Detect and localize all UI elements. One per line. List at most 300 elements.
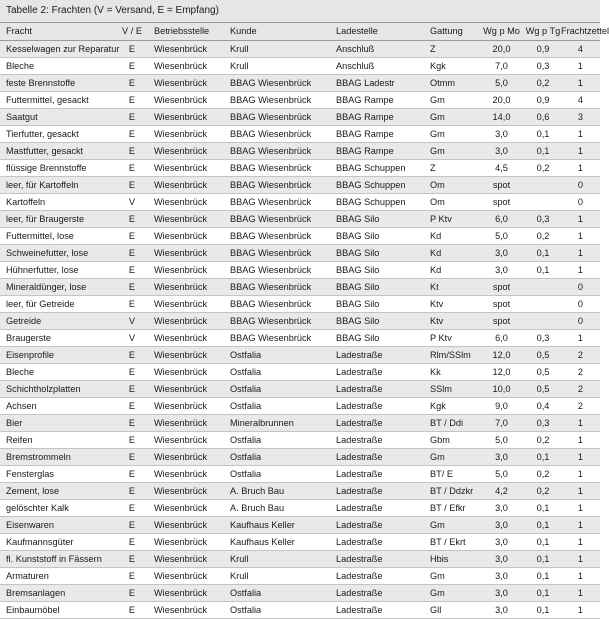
cell-frachtzettel: 1 xyxy=(561,159,600,176)
cell-gattung: Kd xyxy=(430,227,478,244)
cell-wg-p-mo: 5,0 xyxy=(478,431,525,448)
cell-wg-p-mo: 7,0 xyxy=(478,57,525,74)
cell-gattung: Gm xyxy=(430,91,478,108)
cell-fracht: Schichtholzplatten xyxy=(0,380,114,397)
cell-fracht: Bleche xyxy=(0,363,114,380)
cell-frachtzettel: 1 xyxy=(561,329,600,346)
cell-ve: E xyxy=(114,465,154,482)
cell-kunde: Ostfalia xyxy=(230,601,336,618)
cell-frachtzettel: 4 xyxy=(561,40,600,57)
cell-ve: V xyxy=(114,312,154,329)
cell-fracht: Schweinefutter, lose xyxy=(0,244,114,261)
cell-kunde: A. Bruch Bau xyxy=(230,499,336,516)
cell-wg-p-mo: 4,5 xyxy=(478,159,525,176)
cell-fracht: Kesselwagen zur Reparatur xyxy=(0,40,114,57)
cell-gattung: Hbis xyxy=(430,550,478,567)
cell-ladestelle: BBAG Silo xyxy=(336,210,430,227)
cell-frachtzettel: 0 xyxy=(561,176,600,193)
cell-betriebsstelle: Wiesenbrück xyxy=(154,74,230,91)
table-row xyxy=(0,346,600,363)
cell-betriebsstelle: Wiesenbrück xyxy=(154,584,230,601)
cell-gattung: P Ktv xyxy=(430,329,478,346)
cell-gattung: P Ktv xyxy=(430,210,478,227)
cell-kunde: Ostfalia xyxy=(230,465,336,482)
cell-betriebsstelle: Wiesenbrück xyxy=(154,329,230,346)
cell-frachtzettel: 2 xyxy=(561,346,600,363)
cell-fracht: Kaufmannsgüter xyxy=(0,533,114,550)
table-row xyxy=(0,448,600,465)
cell-wg-p-mo: spot xyxy=(478,176,525,193)
cell-wg-p-tg: 0,1 xyxy=(525,533,561,550)
cell-wg-p-mo: 3,0 xyxy=(478,261,525,278)
cell-ladestelle: BBAG Ladestr xyxy=(336,74,430,91)
cell-wg-p-tg: 0,3 xyxy=(525,57,561,74)
cell-ladestelle: Ladestraße xyxy=(336,533,430,550)
cell-gattung: Gm xyxy=(430,516,478,533)
cell-wg-p-mo: 3,0 xyxy=(478,550,525,567)
cell-betriebsstelle: Wiesenbrück xyxy=(154,227,230,244)
cell-betriebsstelle: Wiesenbrück xyxy=(154,465,230,482)
cell-kunde: BBAG Wiesenbrück xyxy=(230,329,336,346)
cell-ladestelle: Ladestraße xyxy=(336,465,430,482)
cell-fracht: Reifen xyxy=(0,431,114,448)
cell-frachtzettel: 1 xyxy=(561,227,600,244)
cell-frachtzettel: 2 xyxy=(561,363,600,380)
table-row xyxy=(0,159,600,176)
cell-ladestelle: BBAG Silo xyxy=(336,312,430,329)
cell-ladestelle: Ladestraße xyxy=(336,584,430,601)
col-header-frachtzettel: Frachtzettel xyxy=(561,23,600,40)
cell-betriebsstelle: Wiesenbrück xyxy=(154,295,230,312)
col-header-fracht: Fracht xyxy=(0,23,114,40)
cell-fracht: Hühnerfutter, lose xyxy=(0,261,114,278)
cell-frachtzettel: 0 xyxy=(561,312,600,329)
cell-fracht: gelöschter Kalk xyxy=(0,499,114,516)
cell-frachtzettel: 1 xyxy=(561,584,600,601)
cell-kunde: BBAG Wiesenbrück xyxy=(230,244,336,261)
cell-wg-p-mo: spot xyxy=(478,278,525,295)
cell-gattung: Gm xyxy=(430,584,478,601)
cell-ve: E xyxy=(114,108,154,125)
cell-kunde: Krull xyxy=(230,40,336,57)
cell-wg-p-tg: 0,5 xyxy=(525,346,561,363)
cell-betriebsstelle: Wiesenbrück xyxy=(154,601,230,618)
cell-frachtzettel: 1 xyxy=(561,261,600,278)
table-row xyxy=(0,567,600,584)
cell-fracht: Eisenwaren xyxy=(0,516,114,533)
table-row xyxy=(0,584,600,601)
cell-ladestelle: Ladestraße xyxy=(336,363,430,380)
cell-gattung: Gm xyxy=(430,567,478,584)
cell-frachtzettel: 1 xyxy=(561,57,600,74)
table-header-row xyxy=(0,23,600,40)
cell-betriebsstelle: Wiesenbrück xyxy=(154,108,230,125)
table-row xyxy=(0,278,600,295)
cell-wg-p-mo: 3,0 xyxy=(478,448,525,465)
cell-ladestelle: Anschluß xyxy=(336,57,430,74)
cell-ladestelle: BBAG Schuppen xyxy=(336,176,430,193)
cell-frachtzettel: 1 xyxy=(561,74,600,91)
cell-betriebsstelle: Wiesenbrück xyxy=(154,40,230,57)
table-row xyxy=(0,108,600,125)
cell-ve: E xyxy=(114,550,154,567)
cell-ladestelle: BBAG Silo xyxy=(336,244,430,261)
cell-wg-p-tg: 0,6 xyxy=(525,108,561,125)
cell-ve: E xyxy=(114,278,154,295)
table-row xyxy=(0,363,600,380)
cell-ve: E xyxy=(114,601,154,618)
cell-gattung: Kk xyxy=(430,363,478,380)
cell-betriebsstelle: Wiesenbrück xyxy=(154,261,230,278)
cell-kunde: Ostfalia xyxy=(230,431,336,448)
cell-fracht: Eisenprofile xyxy=(0,346,114,363)
cell-gattung: Om xyxy=(430,193,478,210)
cell-kunde: Ostfalia xyxy=(230,363,336,380)
cell-frachtzettel: 3 xyxy=(561,108,600,125)
col-header-wg-p-mo: Wg p Mo xyxy=(478,23,525,40)
cell-frachtzettel: 0 xyxy=(561,193,600,210)
cell-kunde: Ostfalia xyxy=(230,584,336,601)
cell-kunde: BBAG Wiesenbrück xyxy=(230,108,336,125)
cell-betriebsstelle: Wiesenbrück xyxy=(154,516,230,533)
cell-fracht: leer, für Braugerste xyxy=(0,210,114,227)
cell-wg-p-mo: 3,0 xyxy=(478,142,525,159)
cell-frachtzettel: 1 xyxy=(561,125,600,142)
cell-kunde: Mineralbrunnen xyxy=(230,414,336,431)
cell-fracht: Saatgut xyxy=(0,108,114,125)
cell-wg-p-mo: 9,0 xyxy=(478,397,525,414)
cell-ladestelle: BBAG Schuppen xyxy=(336,193,430,210)
cell-wg-p-mo: 4,2 xyxy=(478,482,525,499)
cell-fracht: Bier xyxy=(0,414,114,431)
cell-gattung: Rlm/SSlm xyxy=(430,346,478,363)
cell-betriebsstelle: Wiesenbrück xyxy=(154,176,230,193)
cell-ve: E xyxy=(114,159,154,176)
cell-wg-p-tg: 0,3 xyxy=(525,414,561,431)
cell-gattung: BT / Ekrt xyxy=(430,533,478,550)
cell-betriebsstelle: Wiesenbrück xyxy=(154,244,230,261)
cell-wg-p-tg xyxy=(525,278,561,295)
cell-wg-p-tg: 0,3 xyxy=(525,329,561,346)
cell-gattung: Z xyxy=(430,159,478,176)
cell-frachtzettel: 1 xyxy=(561,499,600,516)
cell-ladestelle: BBAG Rampe xyxy=(336,108,430,125)
cell-ve: E xyxy=(114,142,154,159)
cell-wg-p-tg: 0,2 xyxy=(525,482,561,499)
cell-ve: E xyxy=(114,414,154,431)
cell-wg-p-mo: 3,0 xyxy=(478,125,525,142)
table-row xyxy=(0,465,600,482)
cell-wg-p-tg: 0,5 xyxy=(525,380,561,397)
cell-frachtzettel: 1 xyxy=(561,482,600,499)
cell-wg-p-tg: 0,1 xyxy=(525,567,561,584)
cell-wg-p-tg: 0,1 xyxy=(525,601,561,618)
cell-gattung: Gm xyxy=(430,125,478,142)
table-row xyxy=(0,176,600,193)
cell-ladestelle: Ladestraße xyxy=(336,499,430,516)
cell-wg-p-tg xyxy=(525,312,561,329)
cell-gattung: Ktv xyxy=(430,295,478,312)
cell-ve: E xyxy=(114,176,154,193)
cell-kunde: Ostfalia xyxy=(230,397,336,414)
cell-gattung: SSlm xyxy=(430,380,478,397)
cell-wg-p-tg: 0,4 xyxy=(525,397,561,414)
table-caption: Tabelle 2: Frachten (V = Versand, E = Empfang) xyxy=(0,0,600,23)
cell-gattung: Kd xyxy=(430,261,478,278)
cell-gattung: BT / Efkr xyxy=(430,499,478,516)
table-row xyxy=(0,601,600,618)
cell-gattung: Gm xyxy=(430,448,478,465)
col-header-gattung: Gattung xyxy=(430,23,478,40)
table-row xyxy=(0,74,600,91)
cell-wg-p-mo: 6,0 xyxy=(478,329,525,346)
cell-fracht: Kartoffeln xyxy=(0,193,114,210)
cell-betriebsstelle: Wiesenbrück xyxy=(154,346,230,363)
cell-betriebsstelle: Wiesenbrück xyxy=(154,312,230,329)
cell-ve: E xyxy=(114,584,154,601)
table-row xyxy=(0,499,600,516)
cell-kunde: Krull xyxy=(230,57,336,74)
cell-wg-p-mo: 20,0 xyxy=(478,91,525,108)
cell-wg-p-mo: 3,0 xyxy=(478,499,525,516)
cell-betriebsstelle: Wiesenbrück xyxy=(154,193,230,210)
col-header-kunde: Kunde xyxy=(230,23,336,40)
cell-wg-p-tg xyxy=(525,295,561,312)
cell-betriebsstelle: Wiesenbrück xyxy=(154,278,230,295)
cell-fracht: Mineraldünger, lose xyxy=(0,278,114,295)
cell-gattung: Kd xyxy=(430,244,478,261)
cell-ladestelle: Ladestraße xyxy=(336,346,430,363)
cell-wg-p-tg: 0,1 xyxy=(525,125,561,142)
cell-ve: V xyxy=(114,193,154,210)
cell-ve: E xyxy=(114,533,154,550)
table-row xyxy=(0,380,600,397)
cell-gattung: Ktv xyxy=(430,312,478,329)
cell-fracht: Bremstrommeln xyxy=(0,448,114,465)
cell-wg-p-mo: 3,0 xyxy=(478,567,525,584)
cell-ladestelle: BBAG Schuppen xyxy=(336,159,430,176)
cell-kunde: Kaufhaus Keller xyxy=(230,516,336,533)
cell-ve: E xyxy=(114,261,154,278)
cell-fracht: Futtermittel, lose xyxy=(0,227,114,244)
cell-ve: E xyxy=(114,499,154,516)
cell-kunde: Krull xyxy=(230,550,336,567)
cell-wg-p-tg: 0,9 xyxy=(525,91,561,108)
freight-table xyxy=(0,23,609,619)
cell-kunde: BBAG Wiesenbrück xyxy=(230,176,336,193)
cell-gattung: Otmm xyxy=(430,74,478,91)
cell-frachtzettel: 1 xyxy=(561,567,600,584)
cell-fracht: Tierfutter, gesackt xyxy=(0,125,114,142)
cell-frachtzettel: 1 xyxy=(561,448,600,465)
table-body xyxy=(0,40,600,618)
cell-ladestelle: Ladestraße xyxy=(336,482,430,499)
cell-betriebsstelle: Wiesenbrück xyxy=(154,363,230,380)
cell-gattung: BT/ E xyxy=(430,465,478,482)
cell-wg-p-mo: spot xyxy=(478,312,525,329)
cell-ladestelle: Anschluß xyxy=(336,40,430,57)
cell-betriebsstelle: Wiesenbrück xyxy=(154,431,230,448)
cell-wg-p-mo: 10,0 xyxy=(478,380,525,397)
cell-wg-p-tg: 0,2 xyxy=(525,431,561,448)
cell-gattung: Z xyxy=(430,40,478,57)
cell-betriebsstelle: Wiesenbrück xyxy=(154,159,230,176)
cell-betriebsstelle: Wiesenbrück xyxy=(154,482,230,499)
cell-gattung: Om xyxy=(430,176,478,193)
cell-ve: E xyxy=(114,567,154,584)
cell-wg-p-mo: 20,0 xyxy=(478,40,525,57)
table-row xyxy=(0,91,600,108)
cell-betriebsstelle: Wiesenbrück xyxy=(154,380,230,397)
cell-frachtzettel: 2 xyxy=(561,397,600,414)
col-header-betriebsstelle: Betriebsstelle xyxy=(154,23,230,40)
cell-frachtzettel: 1 xyxy=(561,533,600,550)
cell-fracht: feste Brennstoffe xyxy=(0,74,114,91)
table-row xyxy=(0,295,600,312)
cell-betriebsstelle: Wiesenbrück xyxy=(154,125,230,142)
cell-fracht: Einbaumöbel xyxy=(0,601,114,618)
cell-frachtzettel: 1 xyxy=(561,516,600,533)
cell-wg-p-mo: spot xyxy=(478,295,525,312)
cell-wg-p-tg: 0,3 xyxy=(525,210,561,227)
cell-ladestelle: BBAG Rampe xyxy=(336,142,430,159)
cell-betriebsstelle: Wiesenbrück xyxy=(154,567,230,584)
cell-ve: E xyxy=(114,244,154,261)
cell-ladestelle: BBAG Silo xyxy=(336,278,430,295)
cell-fracht: fl. Kunststoff in Fässern xyxy=(0,550,114,567)
cell-kunde: BBAG Wiesenbrück xyxy=(230,91,336,108)
table-row xyxy=(0,57,600,74)
cell-wg-p-tg xyxy=(525,176,561,193)
cell-wg-p-mo: 3,0 xyxy=(478,244,525,261)
cell-wg-p-tg: 0,2 xyxy=(525,465,561,482)
cell-wg-p-tg: 0,9 xyxy=(525,40,561,57)
cell-wg-p-tg: 0,1 xyxy=(525,584,561,601)
cell-wg-p-mo: 14,0 xyxy=(478,108,525,125)
cell-ve: E xyxy=(114,363,154,380)
cell-fracht: Futtermittel, gesackt xyxy=(0,91,114,108)
cell-kunde: BBAG Wiesenbrück xyxy=(230,210,336,227)
cell-fracht: Armaturen xyxy=(0,567,114,584)
cell-kunde: Ostfalia xyxy=(230,346,336,363)
cell-ve: E xyxy=(114,380,154,397)
cell-wg-p-tg: 0,1 xyxy=(525,448,561,465)
cell-ladestelle: BBAG Rampe xyxy=(336,91,430,108)
cell-gattung: Gbm xyxy=(430,431,478,448)
cell-fracht: Achsen xyxy=(0,397,114,414)
cell-ladestelle: Ladestraße xyxy=(336,397,430,414)
cell-ve: E xyxy=(114,431,154,448)
cell-ladestelle: BBAG Rampe xyxy=(336,125,430,142)
cell-fracht: Zement, lose xyxy=(0,482,114,499)
cell-ve: E xyxy=(114,448,154,465)
cell-betriebsstelle: Wiesenbrück xyxy=(154,550,230,567)
cell-ve: E xyxy=(114,295,154,312)
cell-gattung: Kgk xyxy=(430,397,478,414)
table-row xyxy=(0,550,600,567)
cell-ladestelle: Ladestraße xyxy=(336,380,430,397)
table-row xyxy=(0,397,600,414)
cell-kunde: BBAG Wiesenbrück xyxy=(230,125,336,142)
cell-fracht: Braugerste xyxy=(0,329,114,346)
cell-ladestelle: Ladestraße xyxy=(336,431,430,448)
cell-kunde: BBAG Wiesenbrück xyxy=(230,193,336,210)
cell-ladestelle: Ladestraße xyxy=(336,414,430,431)
col-header-ve: V / E xyxy=(114,23,154,40)
cell-wg-p-mo: 5,0 xyxy=(478,465,525,482)
table-row xyxy=(0,414,600,431)
cell-wg-p-tg: 0,2 xyxy=(525,159,561,176)
cell-kunde: BBAG Wiesenbrück xyxy=(230,159,336,176)
table-row xyxy=(0,312,600,329)
table-row xyxy=(0,193,600,210)
cell-fracht: Fensterglas xyxy=(0,465,114,482)
cell-gattung: Kt xyxy=(430,278,478,295)
cell-fracht: Mastfutter, gesackt xyxy=(0,142,114,159)
cell-kunde: BBAG Wiesenbrück xyxy=(230,295,336,312)
cell-wg-p-tg: 0,2 xyxy=(525,74,561,91)
cell-wg-p-tg: 0,1 xyxy=(525,244,561,261)
table-row xyxy=(0,142,600,159)
cell-kunde: BBAG Wiesenbrück xyxy=(230,261,336,278)
table-row xyxy=(0,533,600,550)
cell-ve: E xyxy=(114,40,154,57)
cell-fracht: Bleche xyxy=(0,57,114,74)
cell-wg-p-tg: 0,5 xyxy=(525,363,561,380)
cell-ladestelle: Ladestraße xyxy=(336,448,430,465)
cell-wg-p-mo: 3,0 xyxy=(478,533,525,550)
cell-kunde: Krull xyxy=(230,567,336,584)
cell-wg-p-mo: 7,0 xyxy=(478,414,525,431)
cell-betriebsstelle: Wiesenbrück xyxy=(154,499,230,516)
cell-wg-p-mo: spot xyxy=(478,193,525,210)
cell-wg-p-tg: 0,1 xyxy=(525,499,561,516)
cell-wg-p-tg: 0,1 xyxy=(525,142,561,159)
cell-wg-p-tg xyxy=(525,193,561,210)
cell-ve: E xyxy=(114,482,154,499)
cell-ve: E xyxy=(114,74,154,91)
cell-ve: E xyxy=(114,227,154,244)
cell-frachtzettel: 1 xyxy=(561,431,600,448)
cell-kunde: A. Bruch Bau xyxy=(230,482,336,499)
table-row xyxy=(0,261,600,278)
table-row xyxy=(0,210,600,227)
cell-betriebsstelle: Wiesenbrück xyxy=(154,397,230,414)
table-row xyxy=(0,482,600,499)
cell-wg-p-tg: 0,1 xyxy=(525,261,561,278)
cell-ladestelle: BBAG Silo xyxy=(336,227,430,244)
cell-frachtzettel: 0 xyxy=(561,278,600,295)
cell-gattung: Gll xyxy=(430,601,478,618)
cell-fracht: leer, für Getreide xyxy=(0,295,114,312)
cell-wg-p-mo: 5,0 xyxy=(478,74,525,91)
cell-wg-p-mo: 12,0 xyxy=(478,346,525,363)
cell-ve: E xyxy=(114,125,154,142)
cell-wg-p-mo: 12,0 xyxy=(478,363,525,380)
cell-frachtzettel: 1 xyxy=(561,465,600,482)
cell-fracht: Getreide xyxy=(0,312,114,329)
cell-frachtzettel: 1 xyxy=(561,210,600,227)
cell-ladestelle: BBAG Silo xyxy=(336,261,430,278)
table-row xyxy=(0,125,600,142)
cell-ve: E xyxy=(114,346,154,363)
table-row xyxy=(0,329,600,346)
cell-kunde: BBAG Wiesenbrück xyxy=(230,142,336,159)
cell-ladestelle: BBAG Silo xyxy=(336,329,430,346)
cell-ladestelle: Ladestraße xyxy=(336,516,430,533)
cell-betriebsstelle: Wiesenbrück xyxy=(154,448,230,465)
cell-frachtzettel: 1 xyxy=(561,550,600,567)
